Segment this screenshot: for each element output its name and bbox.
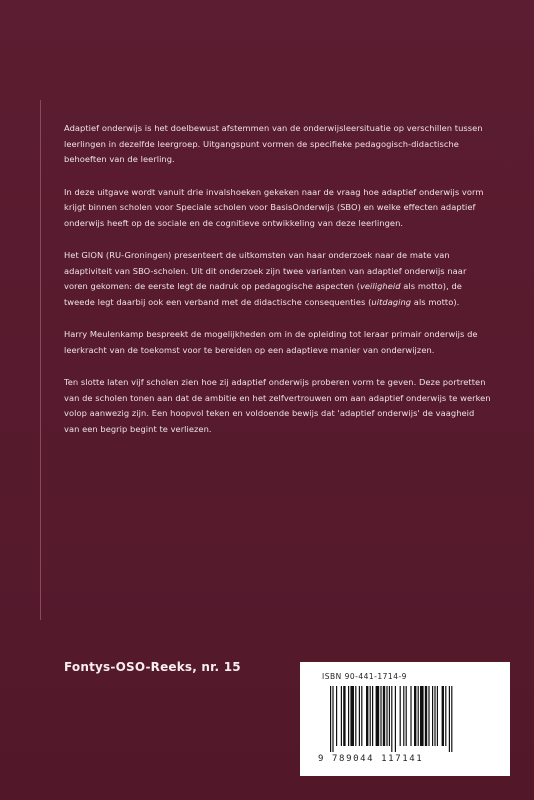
barcode-bar: [348, 686, 349, 746]
barcode-bar: [332, 686, 333, 752]
barcode-bar: [432, 686, 433, 746]
barcode-bar: [437, 686, 438, 746]
barcode-bar: [343, 686, 345, 746]
blurb-paragraph-4: Harry Meulenkamp bespreekt de mogelijkheden om in de opleiding tot leraar primair onderwijs de leerkracht van de toekomst voor te bereiden op een adaptieve manier van onderwijzen.: [64, 329, 478, 355]
barcode-bar: [350, 686, 354, 746]
barcode-bar: [389, 686, 390, 746]
isbn-number: ISBN 90-441-1714-9: [322, 672, 407, 681]
barcode-label: [300, 662, 510, 776]
barcode-bar: [355, 686, 356, 746]
barcode-bar: [366, 686, 368, 746]
barcode-bar: [425, 686, 427, 746]
barcode-bar: [400, 686, 401, 746]
blurb-paragraph-5: Ten slotte laten vijf scholen zien hoe zij adaptief onderwijs proberen vorm te geven. Deze portretten van de scholen tonen aan dat de ambitie en het zelfvertrouwen om aan adaptief onderwijs te werken volop aanwezig zijn. Een hoopvol teken en voldoende bewijs dat 'adaptief onderwijs' de vaagheid van een begrip begint te verliezen.: [64, 377, 491, 434]
barcode-bar: [386, 686, 387, 746]
blurb-paragraph-2: In deze uitgave wordt vanuit drie invalshoeken gekeken naar de vraag hoe adaptief onderwijs vorm krijgt binnen scholen voor Speciale scholen voor BasisOnderwijs (SBO) en welke effecten adaptief onderwijs heeft op de sociale en de cognitieve ontwikkeling van deze leerlingen.: [64, 186, 484, 228]
barcode-bar: [383, 686, 385, 746]
barcode-bar: [376, 686, 380, 746]
blurb-paragraph-3: Het GION (RU-Groningen) presenteert de uitkomsten van haar onderzoek naar de mate van adaptiviteit van SBO-scholen. Uit dit onderzoek zijn twee varianten van adaptief onderwijs naar voren gekomen: de eerste legt de nadruk op pedagogische aspecten (veiligheid als motto), de tweede legt daarbij ook een verband met de didactische consequenties (uitdaging als motto).: [64, 250, 467, 307]
barcode-bar: [330, 686, 331, 752]
barcode-bar: [372, 686, 373, 746]
barcode-bar: [406, 686, 407, 746]
vertical-rule: [40, 100, 41, 620]
barcode-bar: [341, 686, 342, 746]
barcode-bar: [380, 686, 381, 746]
barcode-bar: [403, 686, 404, 746]
ean-number: 9 789044 117141: [318, 754, 424, 764]
barcode-icon: [330, 686, 480, 752]
barcode-bar: [410, 686, 411, 746]
motto-uitdaging: uitdaging: [371, 296, 412, 307]
blurb-text: [64, 121, 492, 454]
barcode-bar: [442, 686, 444, 746]
barcode-bar: [451, 686, 452, 752]
blurb-paragraph-1: Adaptief onderwijs is het doelbewust afstemmen van de onderwijsleersituatie op verschillen tussen leerlingen in dezelfde leergroep. Uitgangspunt vormen de specifieke pedagogisch-didactische behoeften van de leerling.: [64, 123, 483, 164]
barcode-bar: [428, 686, 429, 746]
barcode-bar: [370, 686, 371, 746]
barcode-bar: [445, 686, 446, 746]
barcode-bar: [420, 686, 424, 746]
series-title: Fontys-OSO-Reeks, nr. 15: [64, 660, 241, 674]
barcode-bar: [414, 686, 416, 746]
barcode-bar: [361, 686, 362, 746]
barcode-bar: [336, 686, 337, 746]
barcode-bar: [395, 686, 396, 752]
barcode-bar: [391, 686, 392, 752]
barcode-bar: [434, 686, 435, 746]
barcode-bar: [449, 686, 450, 752]
barcode-bar: [418, 686, 419, 746]
barcode-bar: [359, 686, 360, 746]
motto-veiligheid: veiligheid: [359, 281, 401, 291]
